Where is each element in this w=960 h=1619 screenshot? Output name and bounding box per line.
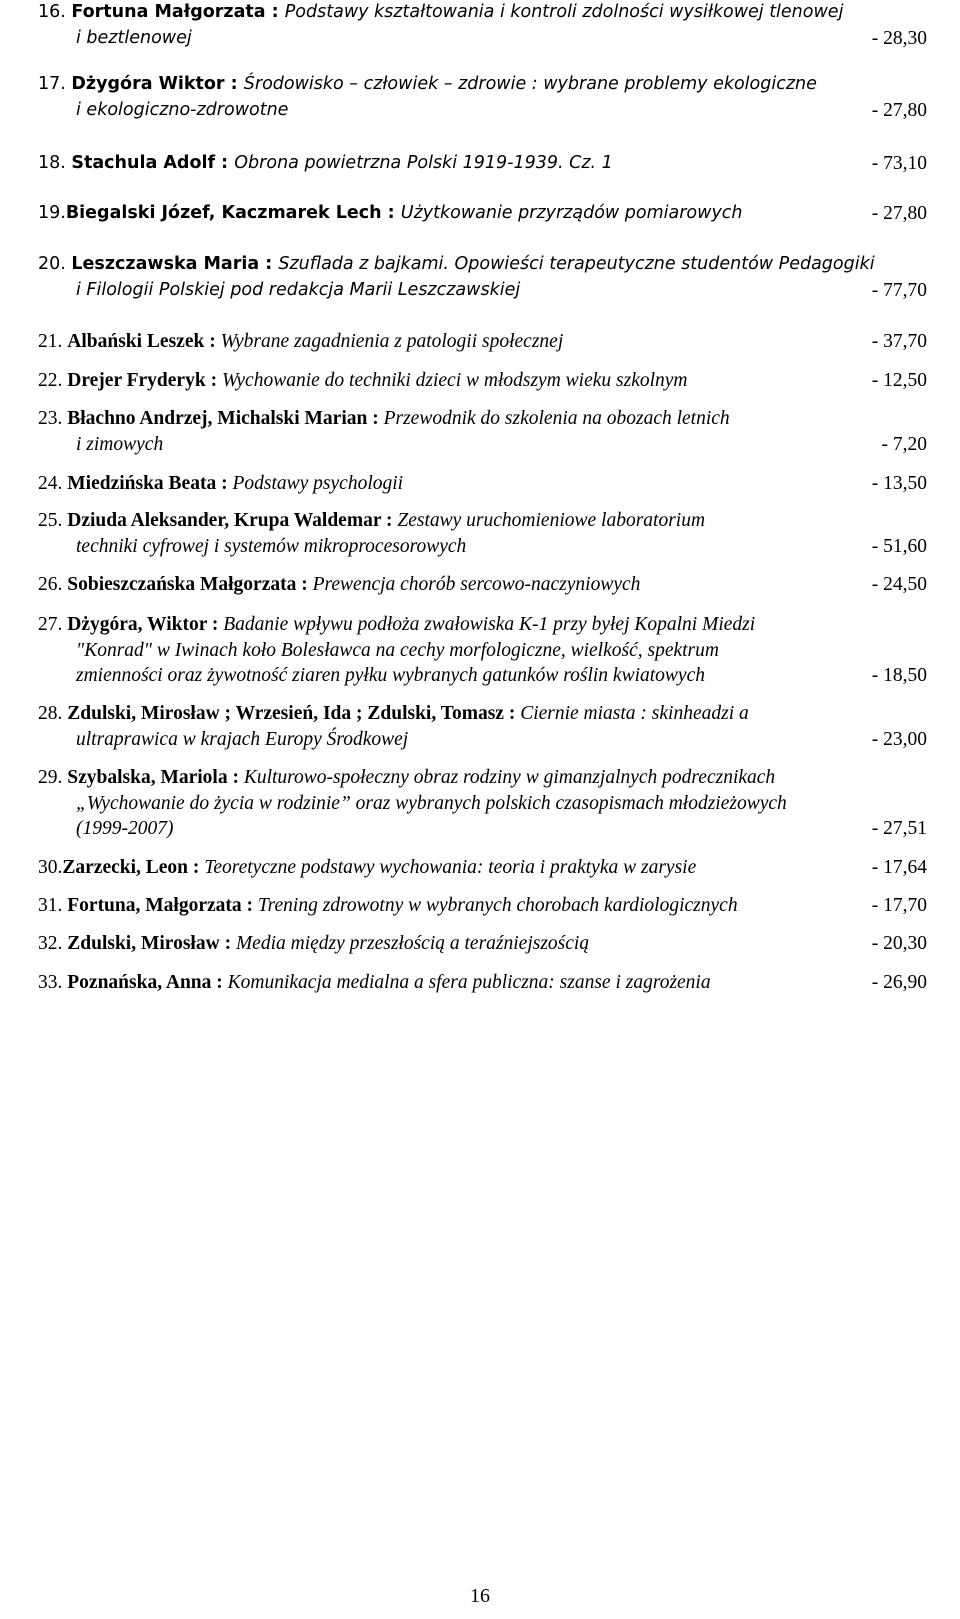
entry-title-continued: (1999-2007) (76, 818, 174, 839)
entry-title: Wychowanie do techniki dzieci w młodszym wieku szkolnym (221, 370, 688, 391)
entry-separator: : (219, 933, 236, 954)
entry-price: - 18,50 (871, 665, 927, 686)
entry-number: 27. (38, 614, 68, 635)
entry-separator: : (503, 703, 521, 724)
page-number: 16 (470, 1585, 490, 1607)
entry-author: Zdulski, Mirosław ; Wrzesień, Ida ; Zdulski, Tomasz (67, 703, 504, 724)
entry-author: Fortuna Małgorzata (71, 2, 266, 22)
entry-number: 25. (38, 510, 68, 531)
entry-separator: : (367, 408, 384, 429)
entry-author: Poznańska, Anna (67, 972, 212, 993)
entry-price: - 17,64 (871, 857, 927, 878)
entry-line (0, 534, 960, 559)
entry-title-continued: zmienności oraz żywotność ziaren pyłku wybranych gatunków roślin kwiatowych (76, 665, 705, 686)
entry-line (0, 701, 960, 726)
entry-number: 18. (38, 153, 72, 173)
entry-separator: : (207, 614, 224, 635)
entry-title: Kulturowo-społeczny obraz rodziny w gimanzjalnych podrecznikach (243, 767, 776, 788)
entry-number: 31. (38, 895, 68, 916)
entry-number: 30. (38, 857, 63, 878)
entry-price: - 23,00 (871, 728, 927, 750)
entry-title: Ciernie miasta : skinheadzi a (520, 703, 749, 724)
entry-line (0, 855, 960, 880)
entry-line (0, 432, 960, 457)
entry-price: - 27,51 (871, 818, 927, 839)
entry-separator: : (227, 767, 244, 788)
entry-line (0, 765, 960, 790)
entry-separator: : (381, 203, 401, 223)
entry-title: Komunikacja medialna a sfera publiczna: szanse i zagrożenia (227, 972, 711, 993)
entry-author: Zdulski, Mirosław (67, 933, 220, 954)
entry-price: - 12,50 (871, 370, 927, 391)
entry-line (0, 252, 960, 277)
entry-number: 22. (38, 370, 68, 391)
entry-number: 33. (38, 972, 68, 993)
entry-line (0, 727, 960, 752)
entry-author: Zarzecki, Leon (62, 857, 189, 878)
entry-price: - 13,50 (871, 473, 927, 494)
entry-separator: : (381, 510, 398, 531)
entry-separator: : (216, 473, 233, 494)
entry-author: Błachno Andrzej, Michalski Marian (67, 408, 368, 429)
entry-separator: : (241, 895, 258, 916)
entry-title: Środowisko – człowiek – zdrowie : wybrane problemy ekologiczne (243, 74, 817, 94)
entry-line (0, 151, 960, 176)
entry-number: 17. (38, 74, 72, 94)
entry-price: - 28,30 (871, 27, 927, 49)
entry-separator: : (265, 2, 285, 22)
entry-line (0, 98, 960, 123)
entry-number: 28. (38, 703, 68, 724)
entry-author: Dziuda Aleksander, Krupa Waldemar (67, 510, 382, 531)
entry-title: Użytkowanie przyrządów pomiarowych (400, 203, 743, 223)
entry-title: Podstawy psychologii (232, 473, 404, 494)
entry-separator: : (259, 254, 279, 274)
entry-price: - 20,30 (871, 933, 927, 954)
entry-separator: : (205, 370, 222, 391)
entry-number: 26. (38, 574, 68, 595)
entry-title: Prewencja chorób sercowo-naczyniowych (312, 574, 641, 595)
entry-author: Miedzińska Beata (67, 473, 217, 494)
entry-title-continued: „Wychowanie do życia w rodzinie” oraz wybranych polskich czasopismach młodzieżowych (76, 792, 787, 814)
entry-line (0, 663, 960, 688)
entry-price: - 51,60 (871, 535, 927, 557)
entry-separator: : (188, 857, 205, 878)
entry-price: - 27,80 (871, 99, 927, 121)
entry-author: Drejer Fryderyk (67, 370, 206, 391)
entry-line (0, 471, 960, 496)
entry-number: 32. (38, 933, 68, 954)
entry-line (0, 72, 960, 97)
entry-separator: : (211, 972, 228, 993)
entry-number: 24. (38, 473, 68, 494)
entry-title: Obrona powietrzna Polski 1919-1939. Cz. 1 (234, 153, 613, 173)
entry-line (0, 329, 960, 354)
entry-author: Dżygóra Wiktor (71, 74, 225, 94)
entry-title: Zestawy uruchomieniowe laboratorium (397, 510, 706, 531)
entry-price: - 26,90 (871, 972, 927, 993)
entry-title: Badanie wpływu podłoża zwałowiska K-1 przy byłej Kopalni Miedzi (223, 614, 756, 635)
entry-line (0, 201, 960, 226)
entry-number: 20. (38, 254, 72, 274)
entry-separator: : (215, 153, 235, 173)
entry-author: Albański Leszek (67, 331, 205, 352)
entry-author: Dżygóra, Wiktor (67, 614, 207, 635)
entry-title: Teoretyczne podstawy wychowania: teoria i praktyka w zarysie (204, 857, 697, 878)
entry-title: Trening zdrowotny w wybranych chorobach kardiologicznych (257, 895, 738, 916)
entry-author: Sobieszczańska Małgorzata (67, 574, 297, 595)
entry-title: Media między przeszłością a teraźniejszością (235, 933, 590, 954)
entry-title-continued: ultraprawica w krajach Europy Środkowej (76, 728, 409, 750)
entry-line (0, 638, 960, 663)
entry-title: Przewodnik do szkolenia na obozach letnich (383, 408, 730, 429)
entry-price: - 24,50 (871, 574, 927, 595)
entry-title: Szuflada z bajkami. Opowieści terapeutyczne studentów Pedagogiki (278, 254, 875, 274)
entry-title-continued: "Konrad" w Iwinach koło Bolesławca na cechy morfologiczne, wielkość, spektrum (76, 639, 719, 661)
entry-line (0, 508, 960, 533)
entry-title-continued: i Filologii Polskiej pod redakcja Marii Leszczawskiej (76, 279, 521, 300)
entry-price: - 37,70 (871, 331, 927, 352)
entry-line (0, 970, 960, 995)
entry-title: Wybrane zagadnienia z patologii społecznej (220, 331, 564, 352)
entry-line (0, 278, 960, 303)
entry-price: - 77,70 (871, 279, 927, 301)
entry-price: - 7,20 (881, 433, 927, 455)
entry-title-continued: i zimowych (76, 433, 164, 455)
entry-separator: : (204, 331, 221, 352)
entry-number: 29. (38, 767, 68, 788)
entry-author: Biegalski Józef, Kaczmarek Lech (65, 203, 382, 223)
entry-author: Fortuna, Małgorzata (67, 895, 242, 916)
entry-author: Szybalska, Mariola (67, 767, 228, 788)
entry-title-continued: i ekologiczno-zdrowotne (76, 99, 289, 120)
entry-title: Podstawy kształtowania i kontroli zdolności wysiłkowej tlenowej (284, 2, 844, 22)
entry-number: 21. (38, 331, 68, 352)
entry-author: Leszczawska Maria (71, 254, 260, 274)
entry-line (0, 791, 960, 816)
entry-price: - 27,80 (871, 203, 927, 224)
entry-line (0, 612, 960, 637)
entry-title-continued: i beztlenowej (76, 27, 192, 48)
entry-separator: : (224, 74, 244, 94)
entry-line (0, 26, 960, 51)
entry-line (0, 368, 960, 393)
entry-price: - 17,70 (871, 895, 927, 916)
entry-line (0, 0, 960, 25)
entry-line (0, 816, 960, 841)
entry-number: 16. (38, 2, 72, 22)
entry-line (0, 572, 960, 597)
entry-price: - 73,10 (871, 153, 927, 174)
entry-separator: : (296, 574, 313, 595)
entry-title-continued: techniki cyfrowej i systemów mikroprocesorowych (76, 535, 467, 557)
entry-number: 19. (38, 203, 66, 223)
entry-line (0, 406, 960, 431)
entry-line (0, 931, 960, 956)
entry-author: Stachula Adolf (71, 153, 216, 173)
entry-line (0, 893, 960, 918)
entry-number: 23. (38, 408, 68, 429)
